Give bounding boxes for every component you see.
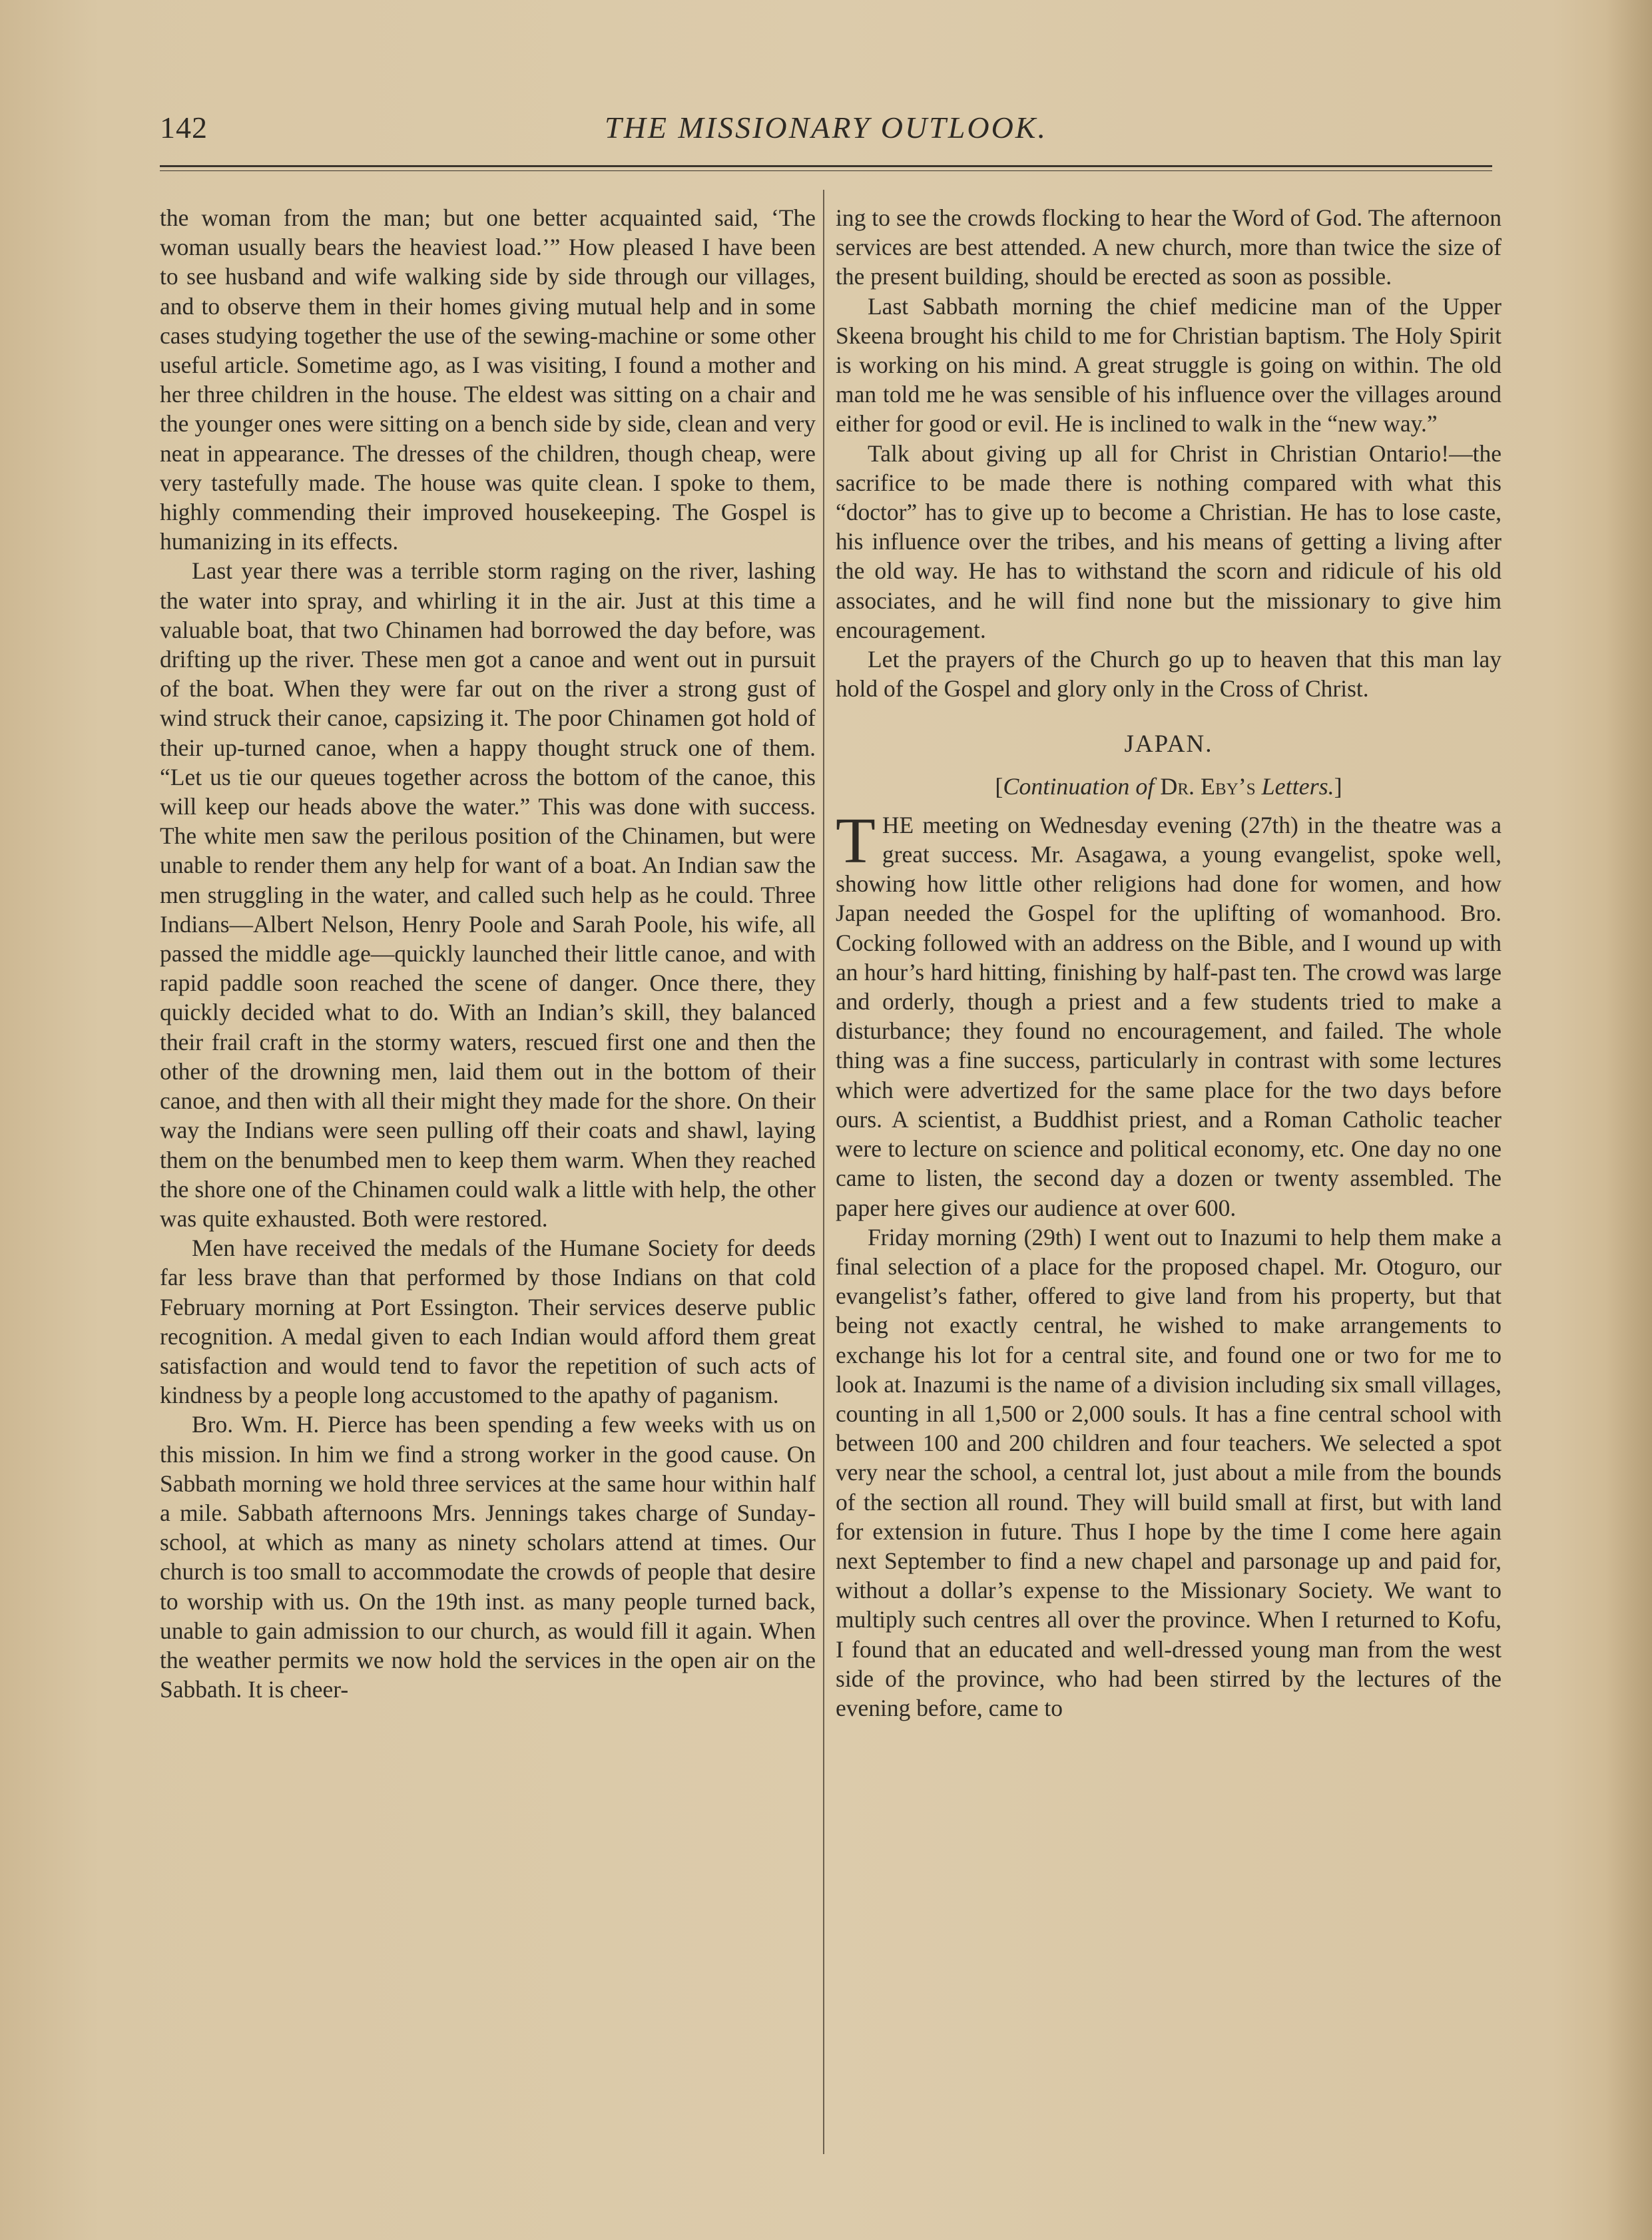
paragraph: Men have received the medals of the Humane Society for deeds far less brave than that performed by those Indians on that cold February morning at Port Essington. Their services deserve public recognition. A medal given to each Indian would afford them great satisfaction and would tend to favor the repetition of such acts of kindness by a people long accustomed to the apathy of paganism. — [160, 1235, 816, 1409]
subheading-author: Dr. Eby’s — [1160, 772, 1256, 800]
column-divider — [823, 190, 824, 2154]
running-title: THE MISSIONARY OUTLOOK. — [605, 111, 1047, 144]
paragraph: Let the prayers of the Church go up to heaven that this man lay hold of the Gospel and glory only in the Cross of Christ. — [836, 646, 1502, 702]
header-rule-thick — [160, 165, 1492, 167]
right-column — [836, 203, 1502, 1723]
section-subheading — [836, 772, 1502, 801]
paragraph: Friday morning (29th) I went out to Inazumi to help them make a final selection of a place for the proposed chapel. Mr. Otoguro, our evangelist’s father, offered to give land from his property, but that being not exactly central, he wished to make arrangements to exchange his lot for a central site, and found one or two for me to look at. Inazumi is the name of a division including six small villages, counting in all 1,500 or 2,000 souls. It has a fine central school with between 100 and 200 children and four teachers. We selected a spot very near the school, a central lot, just about a mile from the bounds of the section all round. They will build small at first, but with land for extension in future. Thus I hope by the time I come here again next September to find a new chapel and parsonage up and paid for, without a dollar’s expense to the Missionary Society. We want to multiply such centres all over the province. When I returned to Kofu, I found that an educated and well-dressed young man from the west side of the province, who had been stirred by the lectures of the evening before, came to — [836, 1223, 1502, 1721]
paragraph-with-dropcap — [836, 804, 1502, 1223]
paragraph: ing to see the crowds flocking to hear the Word of God. The afternoon services are best attended. A new church, more than twice the size of the present building, should be erected as soon as possible. — [836, 204, 1502, 290]
subheading-letters: Letters. — [1261, 772, 1334, 800]
bracket-open: [ — [995, 772, 1003, 800]
drop-cap: T — [836, 804, 876, 877]
subheading-continuation: Continuation of — [1003, 772, 1155, 800]
paragraph-text: HE meeting on Wednesday evening (27th) in the theatre was a great success. Mr. Asagawa, a young evangelist, spoke well, showing how little other religions had done for women, and how Japan needed the Gospel for the uplifting of womanhood. Bro. Cocking followed with an address on the Bible, and I wound up with an hour’s hard hitting, finishing by half-past ten. The crowd was large and orderly, though a priest and a few students tried to make a disturbance; they found no encouragement, and failed. The whole thing was a fine success, particularly in contrast with some lectures which were advertized for the same place for the two days before ours. A scientist, a Buddhist priest, and a Roman Catholic teacher were to lecture on science and political economy, etc. One day no one came to listen, the second day a dozen or twenty assembled. The paper here gives our audience at over 600. — [836, 811, 1502, 1221]
paragraph: the woman from the man; but one better acquainted said, ‘The woman usually bears the heaviest load.’” How pleased I have been to see husband and wife walking side by side through our villages, and to observe them in their homes giving mutual help and in some cases studying together the use of the sewing-machine or some other useful article. Sometime ago, as I was visiting, I found a mother and her three children in the house. The eldest was sitting on a chair and the younger ones were sitting on a bench side by side, clean and very neat in appearance. The dresses of the children, though cheap, were very tastefully made. The house was quite clean. I spoke to them, highly commending their improved housekeeping. The Gospel is humanizing in its effects. — [160, 204, 816, 555]
header-rule-thin — [160, 170, 1492, 171]
paragraph: Last Sabbath morning the chief medicine man of the Upper Skeena brought his child to me for Christian baptism. The Holy Spirit is working on his mind. A great struggle is going on within. The old man told me he was sensible of his influence over the villages around either for good or evil. He is inclined to walk in the “new way.” — [836, 292, 1502, 437]
left-column — [160, 203, 816, 1704]
section-heading: JAPAN. — [1124, 730, 1213, 758]
bracket-close: ] — [1334, 772, 1342, 800]
paragraph: Bro. Wm. H. Pierce has been spending a few weeks with us on this mission. In him we find a strong worker in the good cause. On Sabbath morning we hold three services at the same hour within half a mile. Sabbath afternoons Mrs. Jennings takes charge of Sunday-school, at which as many as ninety scholars attend at times. Our church is too small to accommodate the crowds of people that desire to worship with us. On the 19th inst. as many people turned back, unable to gain admission to our church, as would fill it again. When the weather permits we now hold the services in the open air on the Sabbath. It is cheer- — [160, 1411, 816, 1703]
page-header — [160, 110, 1492, 156]
paragraph: Last year there was a terrible storm raging on the river, lashing the water into spray, and whirling it in the air. Just at this time a valuable boat, that two Chinamen had borrowed the day before, was drifting up the river. These men got a canoe and went out in pursuit of the boat. When they were far out on the river a strong gust of wind struck their canoe, capsizing it. The poor Chinamen got hold of their up-turned canoe, when a happy thought struck one of them. “Let us tie our queues together across the bottom of the canoe, this will keep our heads above the water.” This was done with success. The white men saw the perilous position of the Chinamen, but were unable to render them any help for want of a boat. An Indian saw the men struggling in the water, and called such help as he could. Three Indians—Albert Nelson, Henry Poole and Sarah Poole, his wife, all passed the middle age—quickly launched their little canoe, and with rapid paddle soon reached the scene of danger. Once there, they quickly decided what to do. With an Indian’s skill, they balanced their frail craft in the stormy waters, rescued first one and then the other of the drowning men, laid them out in the bottom of their canoe, and then with all their might they made for the shore. On their way the Indians were seen pulling off their coats and shawl, laying them on the benumbed men to keep them warm. When they reached the shore one of the Chinamen could walk a little with help, the other was quite exhausted. Both were restored. — [160, 557, 816, 1232]
scan-shadow-edge — [1605, 0, 1652, 2240]
paragraph: Talk about giving up all for Christ in Christian Ontario!—the sacrifice to be made there is nothing compared with what this “doctor” has to give up to become a Christian. He has to lose caste, his influence over the tribes, and his means of getting a living after the old way. He has to withstand the scorn and ridicule of his old associates, and he will find none but the missionary to give him encouragement. — [836, 439, 1502, 643]
page-number: 142 — [160, 111, 208, 144]
